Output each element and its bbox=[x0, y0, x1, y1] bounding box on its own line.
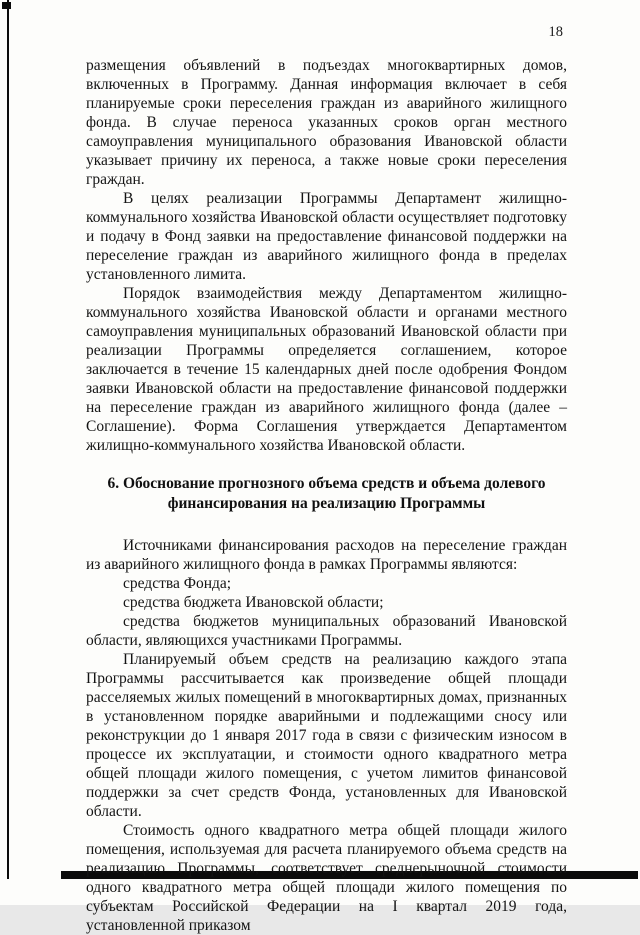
section-6-heading-line2: финансирования на реализацию Программы bbox=[167, 494, 486, 512]
paragraph-program-implementation: В целях реализации Программы Департамент жилищно-коммунального хозяйства Ивановской области осуществляет подготовку и подачу в Фонд заявки на предоставление финансовой поддержки на переселение граждан из аварийного жилищного фонда в пределах установленного лимита. bbox=[86, 190, 567, 283]
list-item-region-budget: средства бюджета Ивановской области; bbox=[123, 594, 384, 611]
paragraph-announcements-continuation: размещения объявлений в подъездах многоквартирных домов, включенных в Программу. Данная информация включает в себя планируемые сроки переселения граждан из аварийного жилищного фонда. В случае переноса указанных сроков орган местного самоуправления муниципального образования Ивановской области указывает причину их переноса, а также новые сроки переселения граждан. bbox=[86, 57, 567, 188]
scan-artifact-left-edge bbox=[7, 0, 9, 879]
page-number: 18 bbox=[548, 24, 563, 40]
section-6-heading-line1: 6. Обоснование прогнозного объема средств и объема долевого bbox=[107, 475, 546, 492]
paragraph-planned-volume-calculation: Планируемый объем средств на реализацию каждого этапа Программы рассчитывается как произведение общей площади расселяемых жилых помещений в многоквартирных домах, признанных в установленном порядке аварийными и подлежащими сносу или реконструкции до 1 января 2017 года в связи с физическим износом в процессе их эксплуатации, и стоимости одного квадратного метра общей площади жилого помещения, с учетом лимитов финансовой поддержки за счет средств Фонда, установленных для Ивановской области. bbox=[86, 651, 567, 820]
paragraph-interaction-order: Порядок взаимодействия между Департаментом жилищно-коммунального хозяйства Ивановской области и органами местного самоуправления муниципальных образований Ивановской области при реализации Программы определяется соглашением, которое заключается в течение 15 календарных дней после одобрения Фондом заявки Ивановской области на предоставление финансовой поддержки на переселение граждан из аварийного жилищного фонда (далее – Соглашение). Форма Соглашения утверждается Департаментом жилищно-коммунального хозяйства Ивановской области. bbox=[86, 285, 567, 454]
text-column bbox=[86, 24, 567, 935]
list-item-municipal-budgets: средства бюджетов муниципальных образований Ивановской области, являющихся участниками Программы. bbox=[86, 613, 567, 649]
section-6-heading bbox=[86, 474, 567, 513]
paragraph-funding-sources: Источниками финансирования расходов на переселение граждан из аварийного жилищного фонда в рамках Программы являются: bbox=[86, 537, 567, 573]
list-item-fund-money: средства Фонда; bbox=[123, 575, 232, 592]
paragraph-cost-per-square-meter: Стоимость одного квадратного метра общей площади жилого помещения, используемая для расчета планируемого объема средств на реализацию Программы, соответствует среднерыночной стоимости одного квадратного метра общей площади жилого помещения по субъектам Российской Федерации на I квартал 2019 года, установленной приказом bbox=[86, 822, 567, 934]
